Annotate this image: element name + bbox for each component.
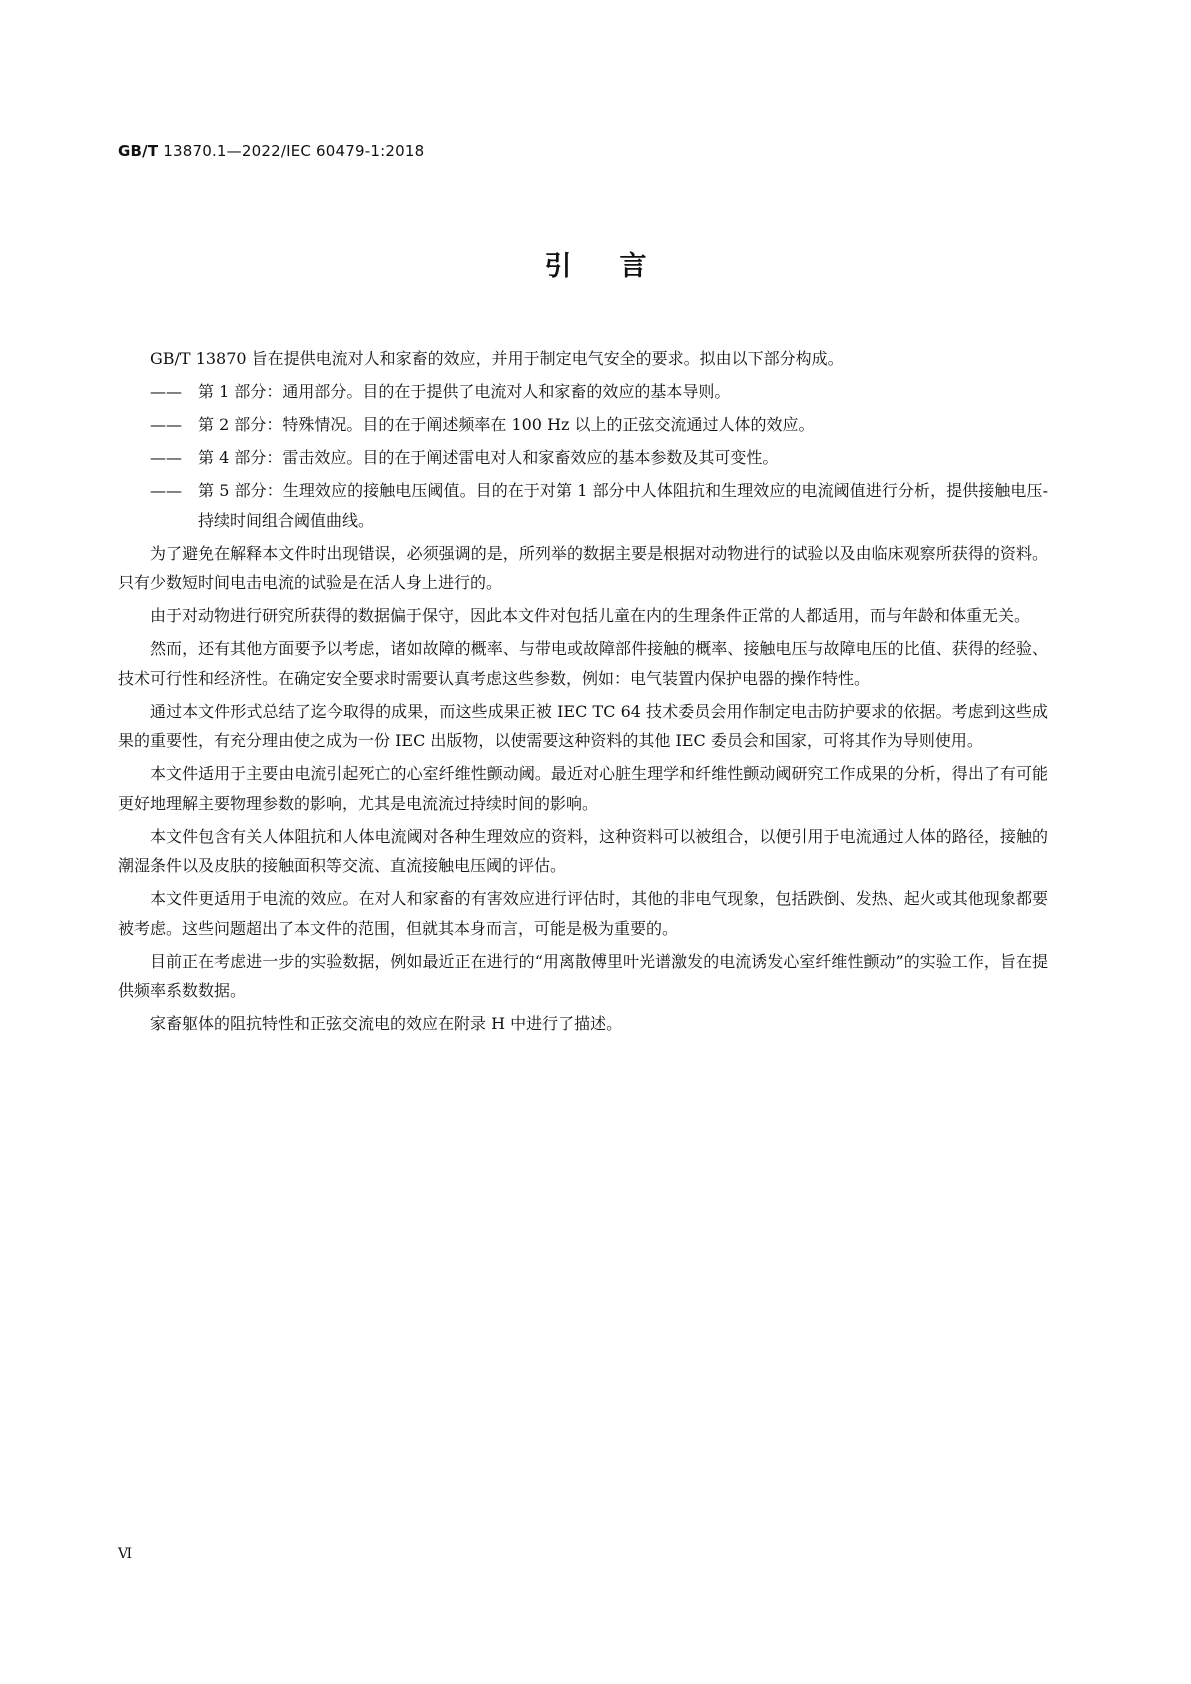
page-title: 引言 xyxy=(544,251,695,282)
standard-number-header xyxy=(118,142,424,160)
body-paragraph: 本文件包含有关人体阻抗和人体电流阈对各种生理效应的资料，这种资料可以被组合，以便引用于电流通过人体的路径，接触的潮湿条件以及皮肤的接触面积等交流、直流接触电压阈的评估。 xyxy=(118,826,1048,875)
part-text: 第 1 部分：通用部分。目的在于提供了电流对人和家畜的效应的基本导则。 xyxy=(198,382,731,401)
body-paragraph: 本文件适用于主要由电流引起死亡的心室纤维性颤动阈。最近对心脏生理学和纤维性颤动阈研究工作成果的分析，得出了有可能更好地理解主要物理参数的影响，尤其是电流流过持续时间的影响。 xyxy=(118,764,1048,813)
list-dash: —— xyxy=(150,415,182,434)
body-paragraph: 本文件更适用于电流的效应。在对人和家畜的有害效应进行评估时，其他的非电气现象，包括跌倒、发热、起火或其他现象都要被考虑。这些问题超出了本文件的范围，但就其本身而言，可能是极为重要的。 xyxy=(118,889,1048,938)
body-paragraph: 由于对动物进行研究所获得的数据偏于保守，因此本文件对包括儿童在内的生理条件正常的人都适用，而与年龄和体重无关。 xyxy=(150,606,1031,625)
list-dash: —— xyxy=(150,382,182,401)
list-dash: —— xyxy=(150,448,182,467)
standard-code: 13870.1—2022/IEC 60479-1:2018 xyxy=(163,142,425,160)
part-text: 第 5 部分：生理效应的接触电压阈值。目的在于对第 1 部分中人体阻抗和生理效应的电流阈值进行分析，提供接触电压-持续时间组合阈值曲线。 xyxy=(198,481,1048,530)
part-list-item xyxy=(118,410,1048,440)
body-paragraph: 家畜躯体的阻抗特性和正弦交流电的效应在附录 H 中进行了描述。 xyxy=(150,1014,623,1033)
body-paragraph: 为了避免在解释本文件时出现错误，必须强调的是，所列举的数据主要是根据对动物进行的试验以及由临床观察所获得的资料。只有少数短时间电击电流的试验是在活人身上进行的。 xyxy=(118,543,1048,592)
body-paragraph: 通过本文件形式总结了迄今取得的成果，而这些成果正被 IEC TC 64 技术委员会用作制定电击防护要求的依据。考虑到这些成果的重要性，有充分理由使之成为一份 IEC 出版物，以使需要这种资料的其他 IEC 委员会和国家，可将其作为导则使用。 xyxy=(118,701,1048,750)
part-list-item xyxy=(118,476,1048,535)
part-text: 第 4 部分：雷击效应。目的在于阐述雷电对人和家畜效应的基本参数及其可变性。 xyxy=(198,448,779,467)
part-list-item xyxy=(118,377,1048,407)
part-list-item xyxy=(118,443,1048,473)
part-text: 第 2 部分：特殊情况。目的在于阐述频率在 100 Hz 以上的正弦交流通过人体的效应。 xyxy=(198,415,815,434)
intro-paragraph: GB/T 13870 旨在提供电流对人和家畜的效应，并用于制定电气安全的要求。拟由以下部分构成。 xyxy=(150,349,844,368)
list-dash: —— xyxy=(150,481,182,500)
body-paragraph: 然而，还有其他方面要予以考虑，诸如故障的概率、与带电或故障部件接触的概率、接触电压与故障电压的比值、获得的经验、技术可行性和经济性。在确定安全要求时需要认真考虑这些参数，例如：电气装置内保护电器的操作特性。 xyxy=(118,639,1048,688)
page-number: Ⅵ xyxy=(118,1546,133,1562)
standard-prefix: GB/T xyxy=(118,142,159,160)
body-paragraph: 目前正在考虑进一步的实验数据，例如最近正在进行的“用离散傅里叶光谱激发的电流诱发心室纤维性颤动”的实验工作，旨在提供频率系数数据。 xyxy=(118,951,1048,1000)
document-body xyxy=(118,344,1048,1042)
